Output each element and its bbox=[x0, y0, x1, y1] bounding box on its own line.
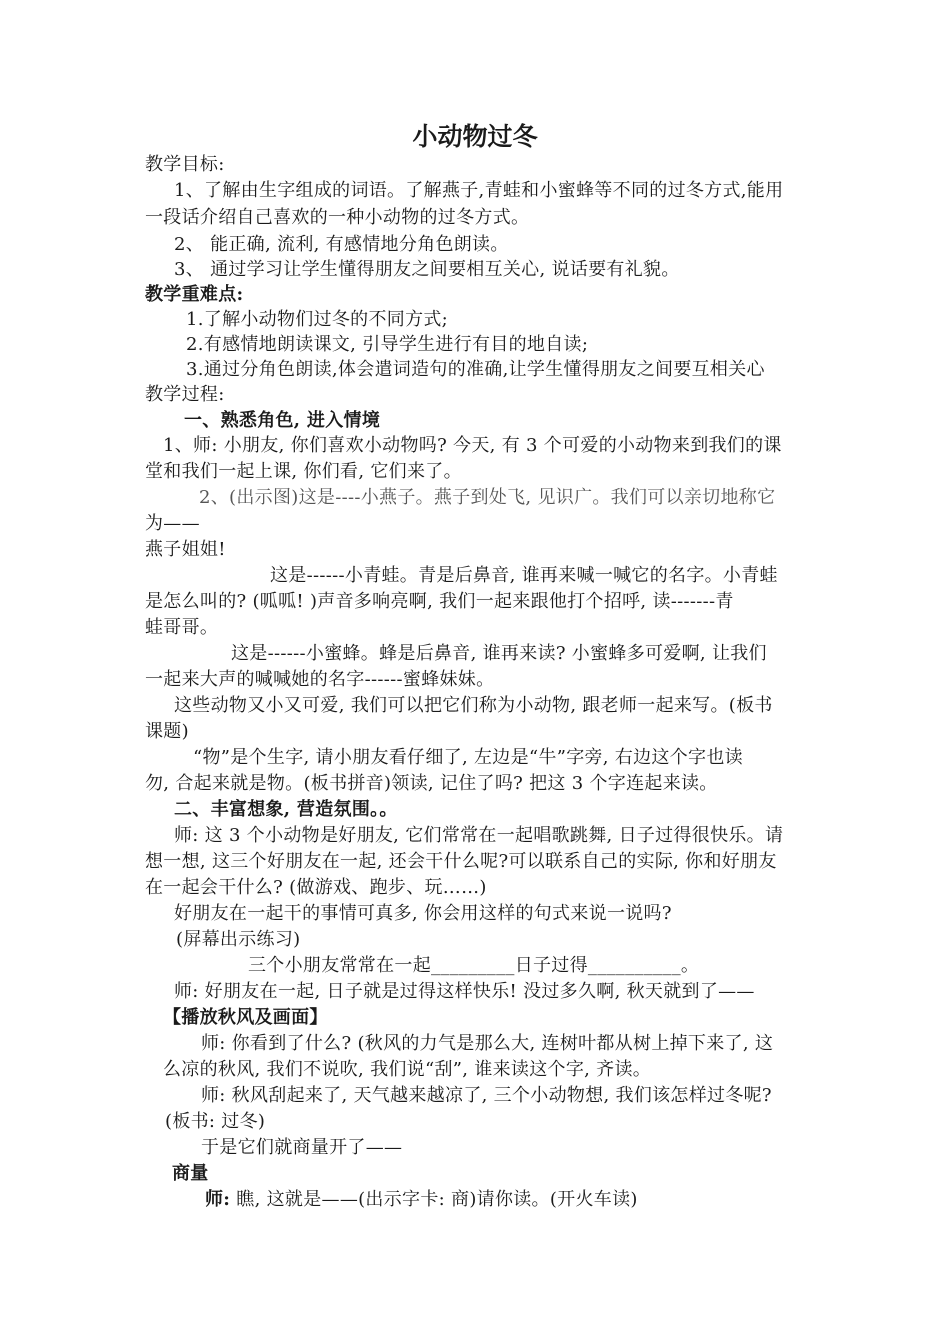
paragraph-line: 想一想, 这三个好朋友在一起, 还会干什么呢?可以联系自己的实际, 你和好朋友 bbox=[145, 851, 777, 872]
teacher-label: 师: bbox=[205, 1189, 231, 1210]
section-heading-1: 一、熟悉角色, 进入情境 bbox=[184, 410, 381, 431]
paragraph-line: 为—— bbox=[145, 513, 200, 534]
paragraph-line: 师: 这 3 个小动物是好朋友, 它们常常在一起唱歌跳舞, 日子过得很快乐。请 bbox=[174, 825, 784, 846]
paragraph-line: 课题) bbox=[145, 721, 189, 742]
paragraph-line: 蛙哥哥。 bbox=[145, 617, 219, 638]
paragraph-line: 这些动物又小又可爱, 我们可以把它们称为小动物, 跟老师一起来写。(板书 bbox=[174, 695, 773, 716]
paragraph-line: 燕子姐姐! bbox=[145, 539, 226, 560]
paragraph-line: 这是------小蜜蜂。蜂是后鼻音, 谁再来读? 小蜜蜂多可爱啊, 让我们 bbox=[231, 643, 767, 664]
paragraph-line: (板书: 过冬) bbox=[165, 1111, 266, 1132]
key-point-3: 3.通过分角色朗读,体会遣词造句的准确,让学生懂得朋友之间要互相关心 bbox=[186, 359, 765, 380]
stage-direction: 【播放秋风及画面】 bbox=[163, 1007, 328, 1028]
vocab-heading: 商量 bbox=[172, 1163, 209, 1184]
paragraph-line: 是怎么叫的? (呱呱! )声音多响亮啊, 我们一起来跟他打个招呼, 读-------青 bbox=[145, 591, 734, 612]
paragraph-line: 堂和我们一起上课, 你们看, 它们来了。 bbox=[145, 461, 462, 482]
paragraph-line: 师: 好朋友在一起, 日子就是过得这样快乐! 没过多久啊, 秋天就到了—— bbox=[174, 981, 755, 1002]
paragraph-line: (屏幕出示练习) bbox=[176, 929, 301, 950]
paragraph-line: 于是它们就商量开了—— bbox=[201, 1137, 403, 1158]
teacher-speech: 瞧, 这就是——(出示字卡: 商)请你读。(开火车读) bbox=[230, 1189, 638, 1210]
objective-3: 3、 通过学习让学生懂得朋友之间要相互关心, 说话要有礼貌。 bbox=[174, 259, 680, 280]
document-title: 小动物过冬 bbox=[412, 122, 538, 151]
paragraph-line: 这是------小青蛙。青是后鼻音, 谁再来喊一喊它的名字。小青蛙 bbox=[270, 565, 778, 586]
objective-1-cont: 一段话介绍自己喜欢的一种小动物的过冬方式。 bbox=[145, 207, 530, 228]
key-point-1: 1.了解小动物们过冬的不同方式; bbox=[186, 309, 449, 330]
heading-objectives: 教学目标: bbox=[145, 154, 225, 175]
paragraph-line: 师: 秋风刮起来了, 天气越来越凉了, 三个小动物想, 我们该怎样过冬呢? bbox=[201, 1085, 772, 1106]
paragraph-line: 勿, 合起来就是物。(板书拼音)领读, 记住了吗? 把这 3 个字连起来读。 bbox=[145, 773, 718, 794]
paragraph-line: 么凉的秋风, 我们不说吹, 我们说“刮”, 谁来读这个字, 齐读。 bbox=[163, 1059, 652, 1080]
objective-2: 2、 能正确, 流利, 有感情地分角色朗读。 bbox=[174, 234, 509, 255]
heading-process: 教学过程: bbox=[145, 384, 225, 405]
paragraph-line: 一起来大声的喊喊她的名字------蜜蜂妹妹。 bbox=[145, 669, 495, 690]
heading-key-points: 教学重难点: bbox=[145, 284, 244, 305]
paragraph-line bbox=[205, 1189, 638, 1211]
paragraph-line: 2、(出示图)这是----小燕子。燕子到处飞, 见识广。我们可以亲切地称它 bbox=[199, 487, 776, 508]
objective-1: 1、了解由生字组成的词语。了解燕子,青蛙和小蜜蜂等不同的过冬方式,能用 bbox=[174, 180, 784, 201]
paragraph-line: 在一起会干什么? (做游戏、跑步、玩……) bbox=[145, 877, 487, 898]
paragraph-line: 1、师: 小朋友, 你们喜欢小动物吗? 今天, 有 3 个可爱的小动物来到我们的课 bbox=[163, 435, 782, 456]
key-point-2: 2.有感情地朗读课文, 引导学生进行有目的地自读; bbox=[186, 334, 589, 355]
paragraph-line: “物”是个生字, 请小朋友看仔细了, 左边是“牛”字旁, 右边这个字也读 bbox=[193, 747, 743, 768]
section-heading-2: 二、丰富想象, 营造氛围。。 bbox=[174, 799, 398, 820]
practice-sentence: 三个小朋友常常在一起_________日子过得__________。 bbox=[248, 955, 700, 976]
paragraph-line: 师: 你看到了什么? (秋风的力气是那么大, 连树叶都从树上掉下来了, 这 bbox=[201, 1033, 774, 1054]
paragraph-line: 好朋友在一起干的事情可真多, 你会用这样的句式来说一说吗? bbox=[174, 903, 672, 924]
